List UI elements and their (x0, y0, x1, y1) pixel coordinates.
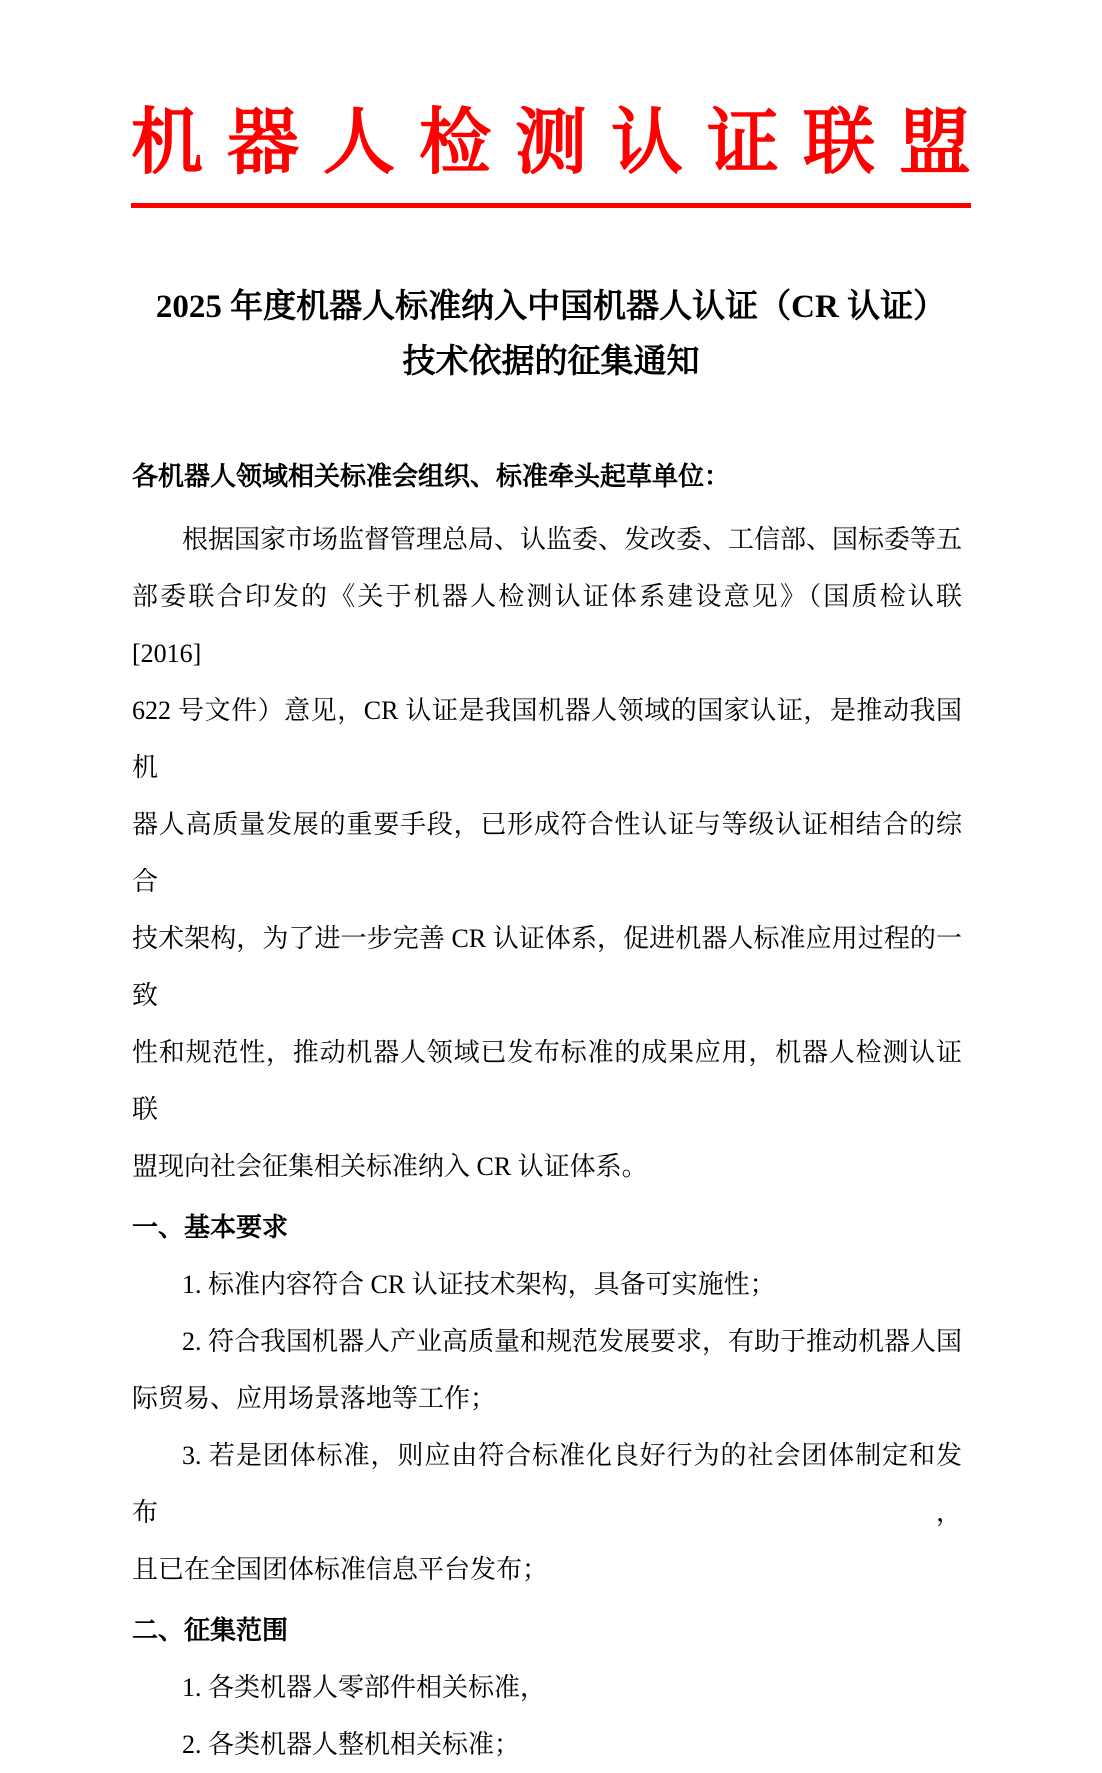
intro-paragraph-line: 部委联合印发的《关于机器人检测认证体系建设意见》（国质检认联[2016] (132, 582, 962, 668)
section1-heading: 一、基本要求 (132, 1213, 289, 1242)
section2-item2-line: 2. 各类机器人整机相关标准； (182, 1730, 521, 1759)
intro-paragraph-line: 器人高质量发展的重要手段，已形成符合性认证与等级认证相结合的综合 (132, 810, 962, 896)
section1-item1-line: 1. 标准内容符合 CR 认证技术架构，具备可实施性； (182, 1270, 776, 1299)
section1-item2-line: 际贸易、应用场景落地等工作； (132, 1384, 497, 1413)
document-page (0, 103, 1102, 1759)
intro-paragraph-line: 盟现向社会征集相关标准纳入 CR 认证体系。 (132, 1152, 648, 1181)
document-title (0, 280, 1102, 390)
section2-item1-line: 1. 各类机器人零部件相关标准， (182, 1673, 547, 1702)
section1-item3-line: 3. 若是团体标准，则应由符合标准化良好行为的社会团体制定和发布， (132, 1441, 962, 1527)
intro-paragraph-line: 性和规范性，推动机器人领域已发布标准的成果应用，机器人检测认证联 (132, 1038, 962, 1124)
org-banner-title: 机器人检测认证联盟 (130, 103, 995, 183)
section2-heading: 二、征集范围 (132, 1616, 289, 1645)
salutation-line: 各机器人领域相关标准会组织、标准牵头起草单位： (132, 462, 731, 491)
letterhead (0, 104, 1102, 208)
section1-item2-line: 2. 符合我国机器人产业高质量和规范发展要求，有助于推动机器人国 (182, 1327, 963, 1356)
intro-paragraph-line: 根据国家市场监督管理总局、认监委、发改委、工信部、国标委等五 (182, 525, 963, 554)
document-title-line2: 技术依据的征集通知 (402, 344, 700, 380)
document-body (0, 448, 1102, 1773)
intro-paragraph-line: 技术架构，为了进一步完善 CR 认证体系，促进机器人标准应用过程的一致 (132, 924, 962, 1010)
section1-item3-line: 且已在全国团体标准信息平台发布； (132, 1555, 549, 1584)
letterhead-divider-rule (131, 203, 971, 208)
intro-paragraph-line: 622 号文件）意见，CR 认证是我国机器人领域的国家认证，是推动我国机 (132, 696, 962, 782)
document-title-line1: 2025 年度机器人标准纳入中国机器人认证（CR 认证） (155, 289, 947, 325)
